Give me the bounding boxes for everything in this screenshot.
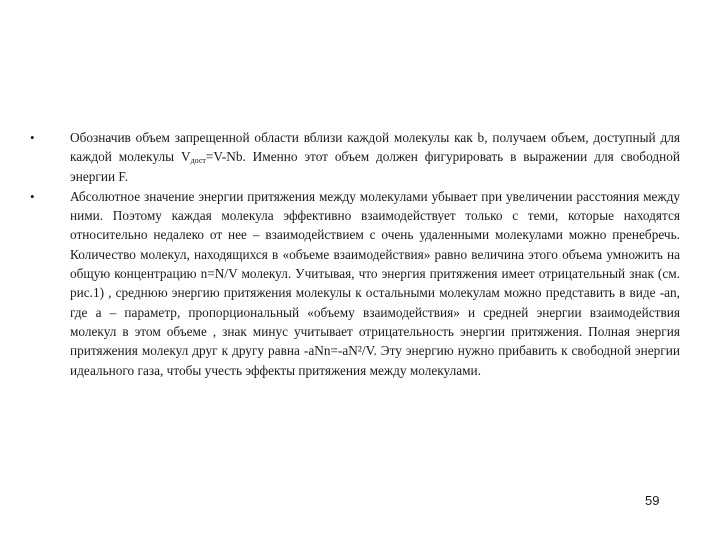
bullet-text-part1: Обозначив объем запрещенной области вблизи каждой молекулы как b, получаем объем, доступный для каждой молекулы V [70,130,680,165]
subscript-dost: дост [190,156,206,166]
bullet-dot: • [30,188,35,204]
bullet-dot: • [30,130,35,145]
bullet-text: Абсолютное значение энергии притяжения между молекулами убывает при увеличении расстояния между ними. Поэтому каждая молекула эффективно взаимодействует только с теми, которые находятся относительно недалеко от нее – взаимодействием с очень удаленными молекулами можно пренебречь. Количество молекул, находящихся в «объеме взаимодействия» равно величина этого объема умножить на общую концентрацию n=N/V молекул. Учитывая, что энергия притяжения имеет отрицательный знак (см. рис.1) , среднюю энергию притяжения молекулы к остальными молекулам можно представить в виде -an, где a – параметр, пропорциональный «объему взаимодействия» и средней энергии взаимодействия молекул в этом объеме , знак минус учитывает отрицательность энергии притяжения. Полная энергия притяжения молекул друг к другу равна -aNn=-aN²/V. Эту энергию нужно прибавить к свободной энергии идеального газа, чтобы учесть эффекты притяжения между молекулами. [70,188,680,378]
bullet-item-attraction-energy [30,187,680,380]
bullet-list [30,128,680,381]
bullet-item-excluded-volume [30,128,680,186]
page-number: 59 [645,493,660,508]
bullet-text-part2: =V-Nb. Именно этот объем должен фигурировать в выражении для свободной энергии F. [70,149,680,184]
